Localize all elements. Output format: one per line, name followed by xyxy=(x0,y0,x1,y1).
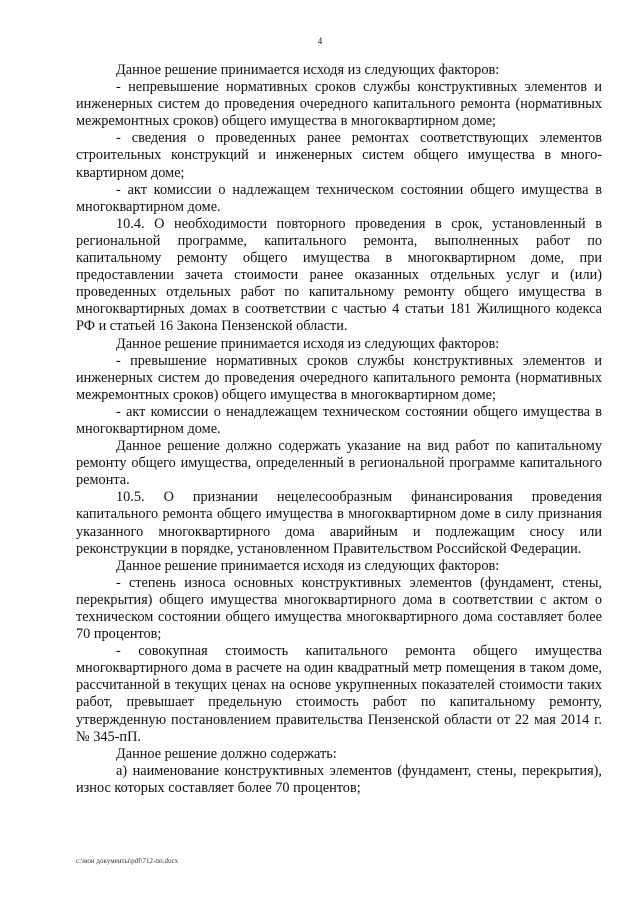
paragraph: - непревышение нормативных сроков службы конструктивных элементов и инженерных систем до проведения очередного капитального ремонта (нормативных межремонтных сроков) общего имущества в многоквартирном доме; xyxy=(76,79,602,130)
paragraph: - акт комиссии о ненадлежащем техническом состоянии общего имущества в многоквартирном доме. xyxy=(76,403,602,437)
paragraph: Данное решение принимается исходя из следующих факторов: xyxy=(116,335,500,352)
document-body xyxy=(76,62,602,797)
footer-file-path: c:\мои документы\pdf\712-пп.docx xyxy=(76,857,179,865)
paragraph: Данное решение принимается исходя из следующих факторов: xyxy=(116,557,500,574)
paragraph: - превышение нормативных сроков службы конструктивных элементов и инженерных систем до проведения очередного капитального ремонта (нормативных межремонтных сроков) общего имущества в многоквартирном доме; xyxy=(76,352,602,403)
paragraph: - сведения о проведенных ранее ремонтах соответствующих элементов строительных конструкций и инженерных систем общего имущества в много-квартирном доме; xyxy=(76,130,602,181)
paragraph: - степень износа основных конструктивных элементов (фундамент, стены, перекрытия) общего имущества многоквартирного дома в соответствии с актом о техническом состоянии общего имущества многоквартирного дома составляет более 70 процентов; xyxy=(76,574,602,643)
paragraph: - акт комиссии о надлежащем техническом состоянии общего имущества в многоквартирном доме. xyxy=(76,181,602,215)
paragraph: - совокупная стоимость капитального ремонта общего имущества многоквартирного дома в расчете на один квадратный метр помещения в таком доме, рассчитанной в текущих ценах на основе укрупненных показателей стоимости таких работ, превышает предельную стоимость работ по капитальному ремонту, утвержденную постановлением правительства Пензенской области от 22 мая 2014 г. № 345-пП. xyxy=(76,643,602,745)
paragraph: а) наименование конструктивных элементов (фундамент, стены, перекрытия), износ которых составляет более 70 процентов; xyxy=(76,762,602,796)
paragraph: Данное решение должно содержать: xyxy=(116,745,337,762)
paragraph: 10.4. О необходимости повторного проведения в срок, установленный в региональной программе, капитального ремонта, выполненных работ по капитальному ремонту общего имущества в многоквартирном доме, при предоставлении зачета стоимости ранее оказанных отдельных услуг и (или) проведенных отдельных работ по капитальному ремонту общего имущества в многоквартирных домах в соответствии с частью 4 статьи 181 Жилищного кодекса РФ и статьей 16 Закона Пензенской области. xyxy=(76,215,602,335)
paragraph: Данное решение принимается исходя из следующих факторов: xyxy=(116,62,500,78)
paragraph: Данное решение должно содержать указание на вид работ по капитальному ремонту общего имущества, определенный в региональной программе капитального ремонта. xyxy=(76,438,602,489)
page-number: 4 xyxy=(317,36,323,46)
paragraph: 10.5. О признании нецелесообразным финансирования проведения капитального ремонта общего имущества в многоквартирном доме в силу признания указанного многоквартирного дома аварийным и подлежащим сносу или реконструкции в порядке, установленном Правительством Российской Федерации. xyxy=(76,489,602,557)
